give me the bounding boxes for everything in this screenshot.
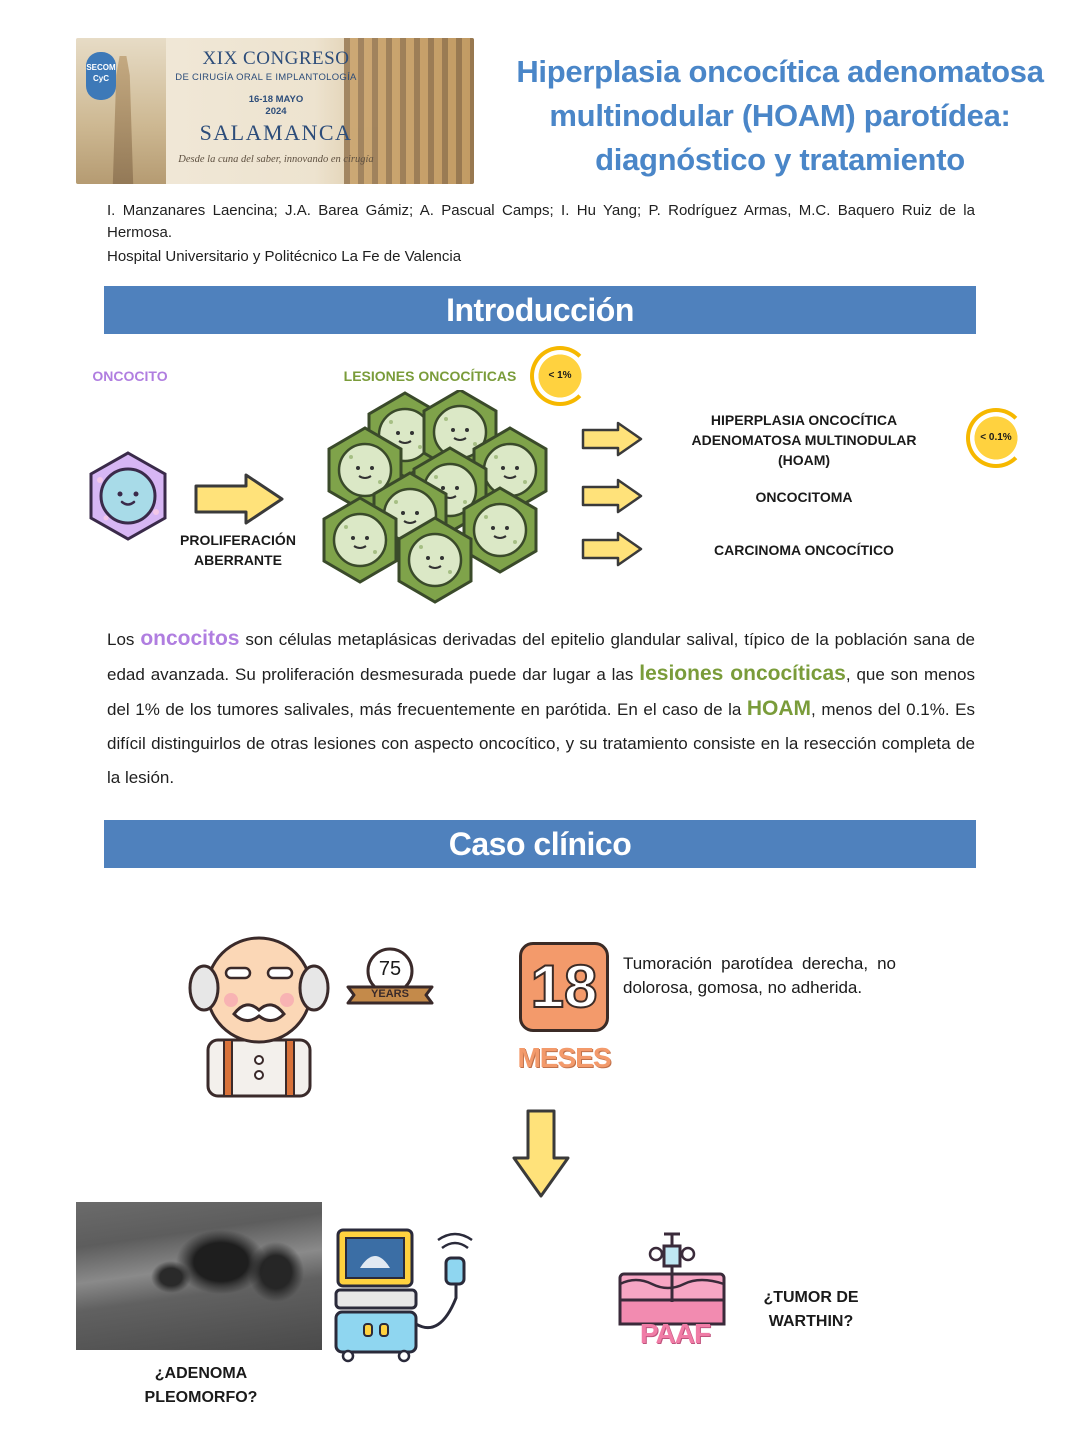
months-number-badge: 18 bbox=[519, 942, 609, 1032]
oncocytic-lesion-cluster-icon bbox=[310, 390, 560, 605]
lesiones-percentage-badge: < 1% bbox=[530, 346, 590, 406]
banner-dates-year: 2024 bbox=[265, 106, 287, 117]
proliferation-arrow-icon bbox=[192, 472, 286, 526]
fine-needle-aspiration-icon bbox=[616, 1232, 728, 1326]
banner-tagline: Desde la cuna del saber, innovando en cirugía bbox=[178, 154, 374, 165]
outcome-arrow-carcinoma-icon bbox=[580, 530, 644, 568]
outcome-arrow-oncocitoma-icon bbox=[580, 477, 644, 515]
section-heading-caso-clinico: Caso clínico bbox=[104, 820, 976, 868]
highlight-hoam: HOAM bbox=[746, 697, 812, 720]
intro-text-part: son células metaplásicas derivadas del epitelio glandular salival, típico de la población sana de edad avanzada. Su proliferación desmesurada puede dar lugar a las bbox=[107, 630, 975, 684]
oncocito-label: ONCOCITO bbox=[92, 368, 168, 384]
case-description: Tumoración parotídea derecha, no dolorosa, gomosa, no adherida. bbox=[623, 954, 896, 997]
elderly-patient-icon bbox=[186, 930, 332, 1098]
outcome-oncocitoma-label: ONCOCITOMA bbox=[755, 489, 853, 505]
congress-banner bbox=[76, 38, 474, 184]
section-heading-introduccion: Introducción bbox=[104, 286, 976, 334]
intro-text-part: , que son menos del 1% de los tumores salivales, más frecuentemente en parótida. En el caso de la bbox=[107, 665, 975, 719]
secom-logo bbox=[86, 52, 116, 100]
banner-dates-day: 16-18 MAYO bbox=[248, 94, 304, 105]
down-arrow-icon bbox=[510, 1108, 572, 1200]
oncocito-cell-icon bbox=[82, 450, 174, 542]
hoam-percentage-badge: < 0.1% bbox=[966, 408, 1026, 468]
age-unit: YEARS bbox=[371, 988, 409, 1000]
banner-dates bbox=[216, 94, 336, 118]
question-tumor-warthin: ¿TUMOR DE WARTHIN? bbox=[763, 1289, 859, 1330]
highlight-lesiones-oncociticas: lesiones oncocíticas bbox=[639, 662, 846, 685]
banner-congress-name: DE CIRUGÍA ORAL E IMPLANTOLOGÍA bbox=[175, 72, 357, 83]
authors-list: I. Manzanares Laencina; J.A. Barea Gámiz; A. Pascual Camps; I. Hu Yang; P. Rodríguez Armas, M.C. Baquero Ruiz de la Hermosa. bbox=[107, 202, 975, 241]
introduction-paragraph bbox=[107, 622, 975, 795]
proliferacion-label: PROLIFERACIÓN ABERRANTE bbox=[180, 532, 296, 568]
ultrasound-machine-icon bbox=[330, 1228, 476, 1364]
age-number: 75 bbox=[378, 958, 402, 980]
logo-text: SECOM CyC bbox=[86, 63, 116, 83]
paaf-label: PAAF bbox=[639, 1318, 711, 1349]
months-label: MESES bbox=[517, 1042, 611, 1073]
outcome-arrow-hoam-icon bbox=[580, 420, 644, 458]
outcome-carcinoma-label: CARCINOMA ONCOCÍTICO bbox=[714, 542, 894, 558]
intro-text-part: , menos del 0.1%. Es difícil distinguirlos de otras lesiones con aspecto oncocítico, y su tratamiento consiste en la resección completa de la lesión. bbox=[107, 700, 975, 787]
banner-congress-number: XIX CONGRESO bbox=[202, 48, 350, 69]
intro-text-part: Los bbox=[107, 630, 141, 649]
outcome-hoam-label: HIPERPLASIA ONCOCÍTICA ADENOMATOSA MULTINODULAR (HOAM) bbox=[691, 412, 917, 468]
banner-city: SALAMANCA bbox=[199, 120, 353, 145]
question-adenoma-pleomorfo: ¿ADENOMA PLEOMORFO? bbox=[144, 1365, 258, 1406]
hospital-affiliation: Hospital Universitario y Politécnico La Fe de Valencia bbox=[107, 248, 462, 265]
highlight-oncocitos: oncocitos bbox=[140, 627, 240, 650]
ultrasound-image bbox=[76, 1202, 322, 1350]
lesiones-label: LESIONES ONCOCÍTICAS bbox=[343, 368, 517, 384]
poster-title: Hiperplasia oncocítica adenomatosa multinodular (HOAM) parotídea: diagnóstico y tratamiento bbox=[516, 54, 1044, 177]
